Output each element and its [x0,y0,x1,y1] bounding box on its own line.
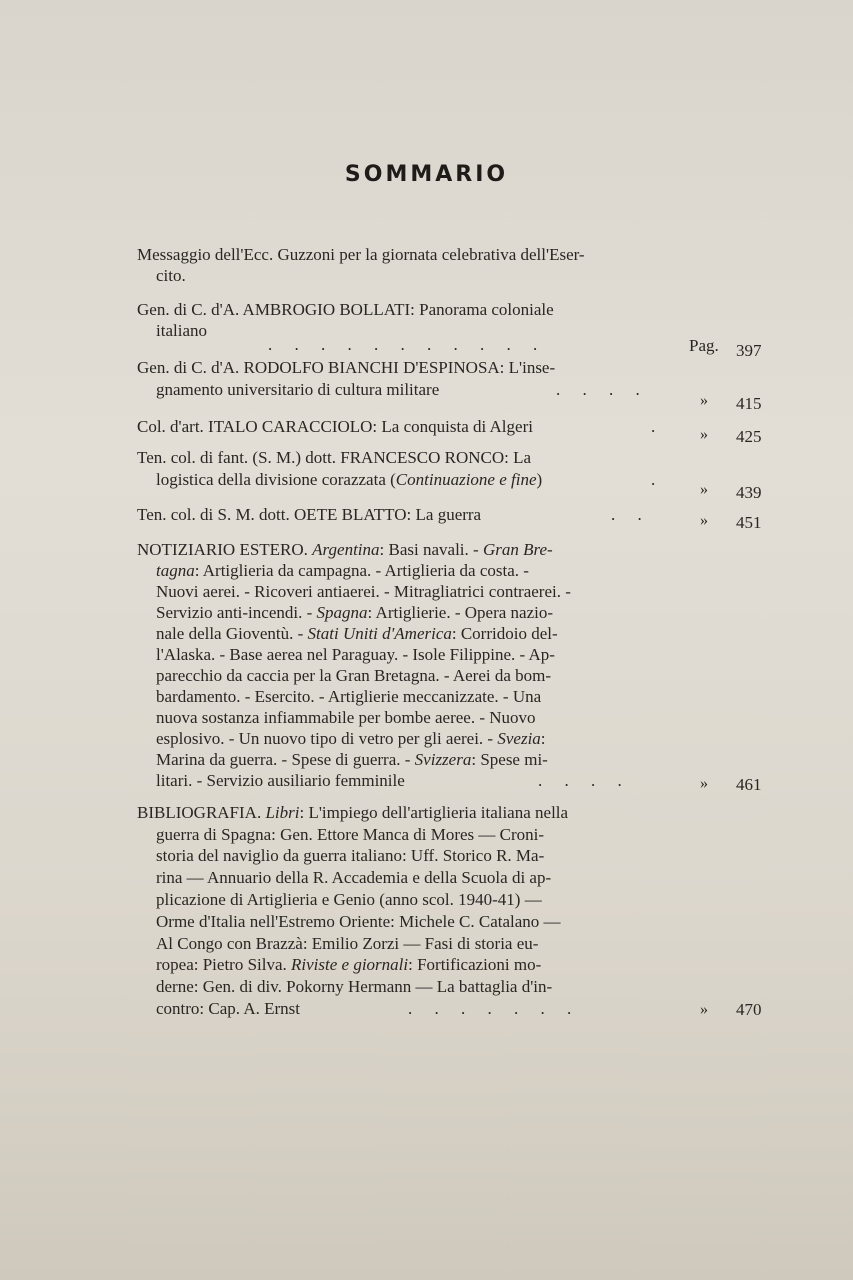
entry-italic: Libri [265,803,300,822]
entry-line: cito. [156,266,186,285]
leader-dots: . . . . . . . [408,999,581,1018]
entry-line [156,729,661,749]
entry-text: Col. d'art. ITALO CARACCIOLO: La conquista di Algeri [137,417,533,436]
entry-line [156,321,661,354]
entry-text: : Basi navali. - [379,540,479,559]
entry-text: italiano [156,321,207,340]
entry-italic: Riviste e giornali [291,955,409,974]
entry-line [156,771,661,791]
entry-line [156,470,661,490]
entry-text: : Artiglierie. - Opera nazio- [367,603,554,622]
entry-text: Ten. col. di S. M. dott. OETE BLATTO: La guerra [137,505,482,524]
page-number: 439 [736,483,762,502]
entry-text: : Artiglieria da campagna. - Artiglieria da costa. - [194,561,529,580]
entry-text: nale della Gioventù. - [156,624,304,643]
ditto-mark: » [700,426,708,443]
entry-text: : Fortificazioni mo- [408,955,542,974]
entry-line: plicazione di Artiglieria e Genio (anno scol. 1940-41) — [156,890,542,909]
entry-text: esplosivo. - Un nuovo tipo di vetro per gli aerei. - [156,729,494,748]
entry-text: litari. - Servizio ausiliario femminile [156,771,405,790]
leader-dots: . . [611,505,651,524]
page-label: Pag. [689,336,719,355]
page-number: 415 [736,394,762,413]
entry-line [156,561,661,581]
entry-italic: Argentina [312,540,380,559]
entry-line: storia del naviglio da guerra italiano: Uff. Storico R. Ma- [156,846,545,865]
leader-dots: . . . . . . . . . . . [268,335,547,354]
entry-text: : Corridoio del- [451,624,558,643]
ditto-mark: » [700,1001,708,1018]
entry-line [137,540,661,560]
entry-line: nuova sostanza infiammabile per bombe aeree. - Nuovo [156,708,536,727]
ditto-mark: » [700,481,708,498]
entry-line: Messaggio dell'Ecc. Guzzoni per la giornata celebrativa dell'Eser- [137,245,585,264]
entry-italic: Stati Uniti d'America [307,624,452,643]
entry-line: rina — Annuario della R. Accademia e della Scuola di ap- [156,868,552,887]
page-number: 451 [736,513,762,532]
entry-text: : Spese mi- [471,750,548,769]
entry-line: Gen. di C. d'A. RODOLFO BIANCHI D'ESPINOSA: L'inse- [137,358,556,377]
entry-line: Gen. di C. d'A. AMBROGIO BOLLATI: Panorama coloniale [137,300,554,319]
page-title: SOMMARIO [344,162,509,187]
entry-text: ropea: Pietro Silva. [156,955,287,974]
entry-text: NOTIZIARIO ESTERO. [137,540,308,559]
entry-line [137,803,661,823]
entry-italic: Gran Bre- [482,540,553,559]
entry-line [156,750,661,770]
entry-line [137,417,661,437]
entry-italic: Svizzera [414,750,472,769]
leader-dots: . . . . [556,380,649,399]
entry-text: gnamento universitario di cultura militare [156,380,440,399]
entry-line [156,624,661,644]
entry-text: Marina da guerra. - Spese di guerra. - [156,750,411,769]
entry-line [156,999,661,1019]
entry-italic: Svezia [497,729,541,748]
page-number: 470 [736,1000,762,1019]
entry-italic: Spagna [316,603,368,622]
entry-text: ) [536,470,543,489]
page-number: 397 [736,341,762,360]
leader-dots: . . . . [538,771,631,790]
entry-line: Orme d'Italia nell'Estremo Oriente: Michele C. Catalano — [156,912,561,931]
entry-line: Al Congo con Brazzà: Emilio Zorzi — Fasi di storia eu- [156,934,539,953]
page-number: 425 [736,427,762,446]
leader-dots: . [651,417,656,436]
entry-line: parecchio da caccia per la Gran Bretagna. - Aerei da bom- [156,666,552,685]
ditto-mark: » [700,512,708,529]
entry-text: : [540,729,546,748]
entry-text: BIBLIOGRAFIA. [137,803,262,822]
entry-line: l'Alaska. - Base aerea nel Paraguay. - Isole Filippine. - Ap- [156,645,555,664]
ditto-mark: » [700,392,708,409]
entry-text: contro: Cap. A. Ernst [156,999,301,1018]
entry-text: Servizio anti-incendi. - [156,603,313,622]
entry-text: : L'impiego dell'artiglieria italiana nella [299,803,569,822]
entry-line: bardamento. - Esercito. - Artiglierie meccanizzate. - Una [156,687,542,706]
entry-italic: tagna [156,561,195,580]
entry-line: Ten. col. di fant. (S. M.) dott. FRANCESCO RONCO: La [137,448,532,467]
entry-line [137,505,661,525]
entry-line: derne: Gen. di div. Pokorny Hermann — La battaglia d'in- [156,977,553,996]
page-number: 461 [736,775,762,794]
entry-line: Nuovi aerei. - Ricoveri antiaerei. - Mitragliatrici contraerei. - [156,582,571,601]
leader-dots: . [651,470,656,489]
entry-text: logistica della divisione corazzata ( [156,470,396,489]
entry-line: guerra di Spagna: Gen. Ettore Manca di Mores — Croni- [156,825,545,844]
entry-italic: Continuazione e fine [395,470,537,489]
entry-line [156,603,661,623]
entry-line [156,955,661,975]
entry-line [156,380,661,400]
ditto-mark: » [700,775,708,792]
